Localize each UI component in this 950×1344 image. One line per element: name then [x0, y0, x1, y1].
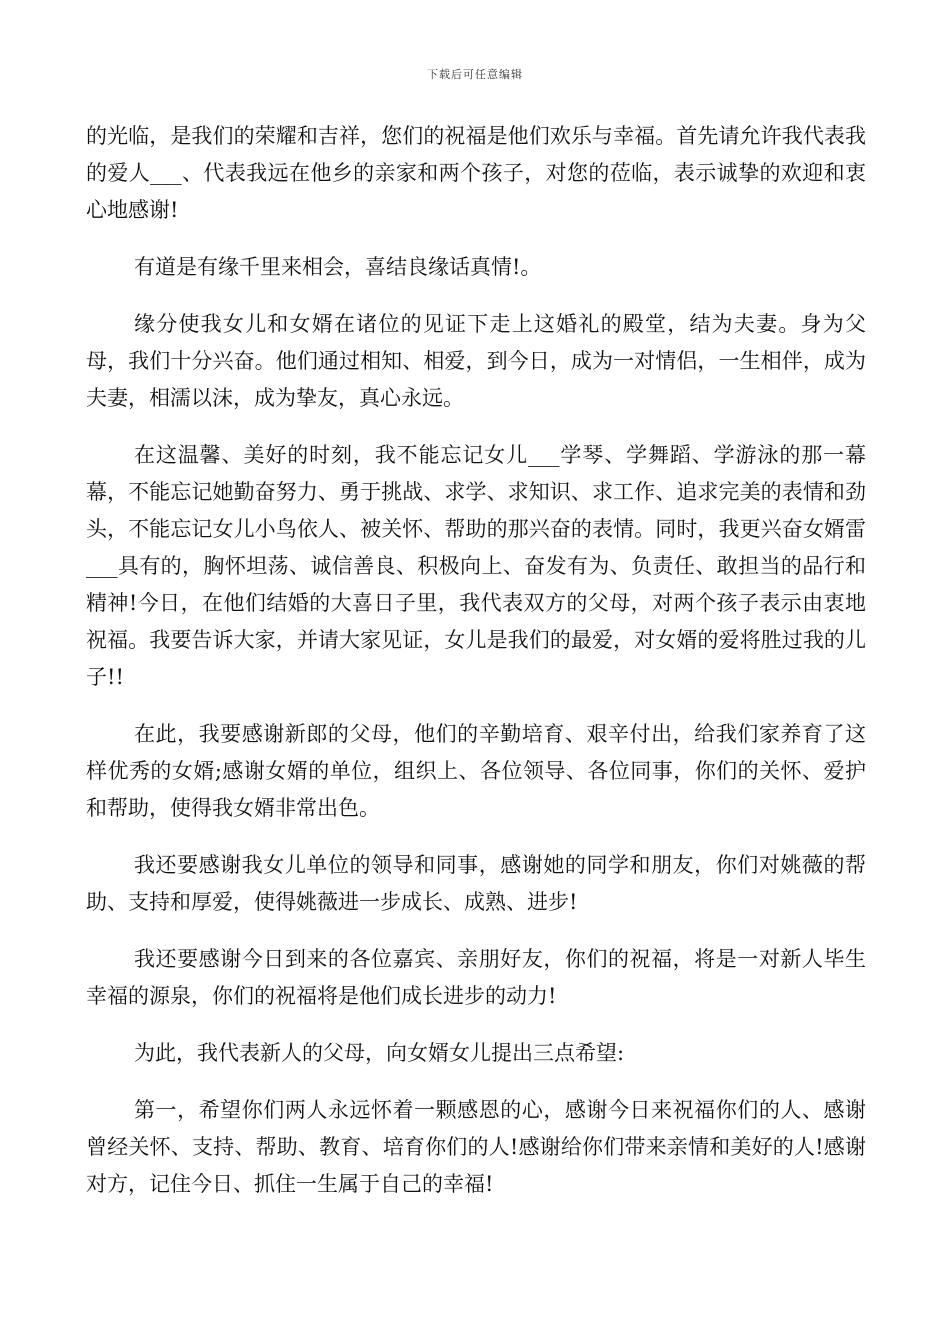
paragraph-3: 缘分使我女儿和女婿在诸位的见证下走上这婚礼的殿堂，结为夫妻。身为父母，我们十分兴奋。他们通过相知、相爱，到今日，成为一对情侣，一生相伴，成为夫妻，相濡以沫，成为挚友，真心永远。: [86, 312, 866, 410]
paragraph-8: 为此，我代表新人的父母，向女婿女儿提出三点希望:: [134, 1041, 625, 1065]
paragraph-7: 我还要感谢今日到来的各位嘉宾、亲朋好友，你们的祝福，将是一对新人毕生幸福的源泉，你们的祝福将是他们成长进步的动力!: [86, 947, 866, 1008]
paragraph-2: 有道是有缘千里来相会，喜结良缘话真情!。: [134, 255, 542, 279]
paragraph-1: 的光临，是我们的荣耀和吉祥，您们的祝福是他们欢乐与幸福。首先请允许我代表我的爱人___、代表我远在他乡的亲家和两个孩子，对您的莅临，表示诚挚的欢迎和衷心地感谢!: [86, 124, 866, 222]
paragraph-5: 在此，我要感谢新郎的父母，他们的辛勤培育、艰辛付出，给我们家养育了这样优秀的女婿;感谢女婿的单位，组织上、各位领导、各位同事，你们的关怀、爱护和帮助，使得我女婿非常出色。: [86, 722, 866, 820]
paragraph-4: 在这温馨、美好的时刻，我不能忘记女儿___学琴、学舞蹈、学游泳的那一幕幕，不能忘记她勤奋努力、勇于挑战、求学、求知识、求工作、追求完美的表情和劲头，不能忘记女儿小鸟依人、被关怀、帮助的那兴奋的表情。同时，我更兴奋女婿雷___具有的，胸怀坦荡、诚信善良、积极向上、奋发有为、负责任、敢担当的品行和精神!今日，在他们结婚的大喜日子里，我代表双方的父母，对两个孩子表示由衷地祝福。我要告诉大家，并请大家见证，女儿是我们的最爱，对女婿的爱将胜过我的儿子!!: [86, 443, 866, 689]
page-header: 下载后可任意编辑: [427, 68, 523, 81]
document-body: [86, 118, 866, 1223]
paragraph-9: 第一，希望你们两人永远怀着一颗感恩的心，感谢今日来祝福你们的人、感谢曾经关怀、支持、帮助、教育、培育你们的人!感谢给你们带来亲情和美好的人!感谢对方，记住今日、抓住一生属于自己的幸福!: [86, 1098, 866, 1196]
paragraph-6: 我还要感谢我女儿单位的领导和同事，感谢她的同学和朋友，你们对姚薇的帮助、支持和厚爱，使得姚薇进一步成长、成熟、进步!: [86, 853, 866, 914]
